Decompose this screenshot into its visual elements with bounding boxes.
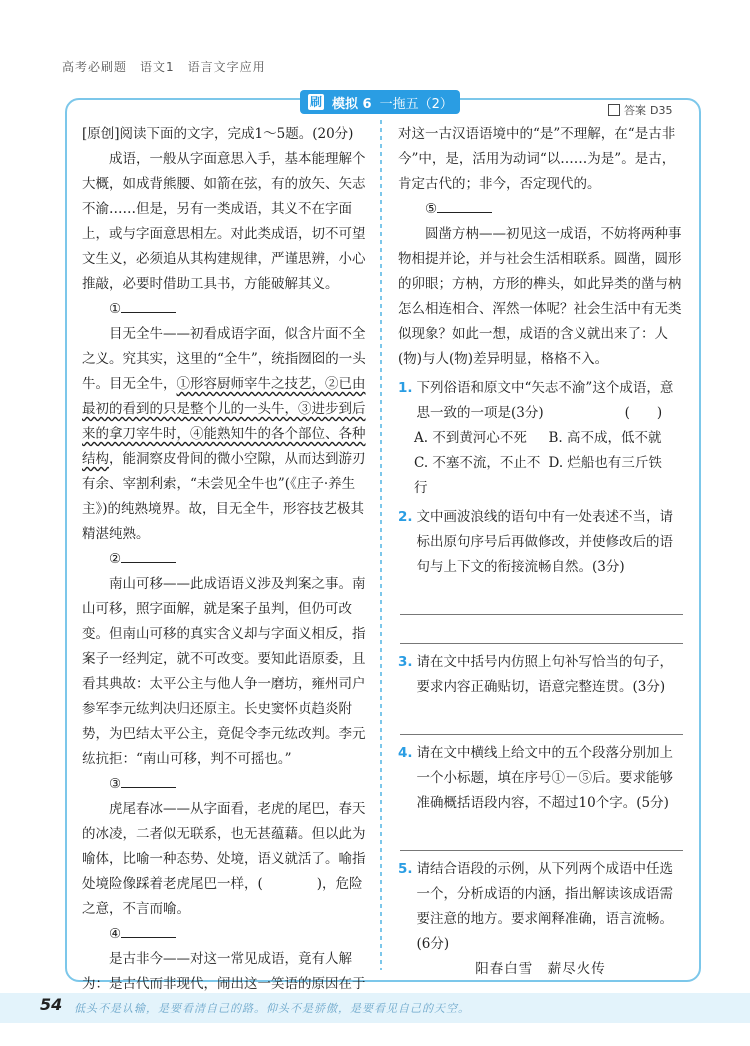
heading-blank-3: ③ bbox=[82, 772, 372, 797]
page-number: 54 bbox=[40, 995, 63, 1014]
answer-lines-2[interactable] bbox=[398, 586, 683, 644]
passage-paragraph: 成语，一般从字面意思入手，基本能理解个大概，如成背熊腰、如箭在弦，有的放矢、矢志不渝……但是，另有一类成语，其义不在字面上，或与字面意思相左。对此类成语，切不可望文生义，必须追从其构建规律，严谨思辨，小心推敲，必要时借助工具书，方能破解其义。 bbox=[82, 151, 366, 292]
answer-label: 答案 bbox=[624, 104, 646, 117]
passage-paragraph: 目无全牛——初看成语字面，似含片面不全之义。究其实，这里的“全牛”，统指囫囵的一头牛。目无全牛，①形容厨师宰牛之技艺，②已由最初的看到的只是整个儿的一头牛，③进步到后来的拿刀宰牛时，④能熟知牛的各个部位、各种结构，能洞察皮骨间的微小空隙，从而达到游刃有余、宰割利索，“未尝见全牛也”(《庄子·养生主》)的纯熟境界。故，目无全牛，形容技艺极其精湛纯熟。 bbox=[82, 326, 366, 542]
wavy-underlined-sentence: ①形容厨师宰牛之技艺，②已由最初的看到的只是整个儿的一头牛，③进步到后来的拿刀宰牛时，④能熟知牛的各个部位、各种结构 bbox=[82, 376, 366, 467]
passage-paragraph: 圆凿方枘——初见这一成语，不妨将两种事物相提并论，并与社会生活相联系。圆凿，圆形的卯眼；方枘，方形的榫头，如此异类的凿与枘怎么相连相合、浑然一体呢？社会生活中有无类似现象？如此一想，成语的含义就出来了：人(物)与人(物)差异明显，格格不入。 bbox=[398, 226, 682, 367]
heading-blank-1: ① bbox=[82, 297, 372, 322]
passage-paragraph: 虎尾春冰——从字面看，老虎的尾巴，春天的冰凌，二者似无联系，也无甚蕴藉。但以此为喻体，比喻一种态势、处境，语义就活了。喻指处境险像踩着老虎尾巴一样，( )，危险之意，不言而喻。 bbox=[82, 801, 366, 917]
checkbox-icon bbox=[608, 104, 620, 116]
answer-tag bbox=[608, 102, 672, 118]
answer-code: D35 bbox=[650, 103, 673, 117]
question-3: 3. 请在文中括号内仿照上句补写恰当的句子，要求内容正确贴切，语意完整连贯。(3分) bbox=[398, 654, 674, 695]
question-2: 2. 文中画波浪线的语句中有一处表述不当，请标出原句序号后再做修改，并使修改后的语句与上下文的衔接流畅自然。(3分) bbox=[398, 509, 674, 575]
right-column bbox=[398, 122, 683, 1023]
idiom-choices: 阳春白雪 薪尽火传 bbox=[475, 961, 606, 977]
option-a[interactable]: A. 不到黄河心不死 bbox=[414, 430, 527, 446]
passage-paragraph: 是古非今——对这一常见成语，竟有人解为：是古代而非现代，闹出这一笑语的原因在于 bbox=[82, 951, 366, 992]
book-header: 高考必刷题 语文1 语言文字应用 bbox=[62, 60, 266, 74]
answer-lines-3[interactable] bbox=[398, 706, 683, 735]
heading-blank-4: ④ bbox=[82, 922, 372, 947]
column-divider bbox=[380, 120, 382, 970]
footer-motto: 低头不是认输，是要看清自己的路。仰头不是骄傲，是要看见自己的天空。 bbox=[74, 1002, 470, 1015]
passage-paragraph: 对这一古汉语语境中的“是”不理解，在“是古非今”中，是，活用为动词“以……为是”。是古，肯定古代的；非今，否定现代的。 bbox=[398, 126, 676, 192]
question-1: 1. 下列俗语和原文中“矢志不渝”这个成语，意思一致的一项是(3分) ( ) bbox=[398, 380, 674, 421]
option-c[interactable]: C. 不塞不流，不止不行 bbox=[414, 455, 541, 496]
option-b[interactable]: B. 高不成，低不就 bbox=[548, 430, 662, 446]
exercise-title-tab bbox=[300, 90, 460, 114]
exercise-name: 模拟 6 bbox=[332, 96, 372, 112]
brush-icon: 刷 bbox=[309, 95, 322, 109]
exercise-sub: 一拖五（2） bbox=[379, 96, 453, 112]
answer-lines-4[interactable] bbox=[398, 822, 683, 851]
question-1-options bbox=[398, 426, 683, 501]
left-column bbox=[82, 122, 372, 997]
heading-blank-5: ⑤ bbox=[398, 197, 683, 222]
question-5: 5. 请结合语段的示例，从下列两个成语中任选一个，分析成语的内涵，指出解读该成语需要注意的地方。要求阐释准确，语言流畅。(6分) bbox=[398, 861, 674, 952]
question-4: 4. 请在文中横线上给文中的五个段落分别加上一个小标题，填在序号①－⑤后。要求能够准确概括语段内容，不超过10个字。(5分) bbox=[398, 745, 674, 811]
heading-blank-2: ② bbox=[82, 547, 372, 572]
option-d[interactable]: D. 烂船也有三斤铁 bbox=[548, 455, 662, 471]
passage-intro: [原创]阅读下面的文字，完成1～5题。(20分) bbox=[82, 126, 354, 142]
passage-paragraph: 南山可移——此成语语义涉及判案之事。南山可移，照字面解，就是案子虽判，但仍可改变。但南山可移的真实含义却与字面义相反，指案子一经判定，就不可改变。要知此语原委，且看其典故：太平公主与他人争一磨坊，雍州司户参军李元纮判决归还原主。长史窦怀贞趋炎附势，为巴结太平公主，竟促令李元纮改判。李元纮抗拒：“南山可移，判不可摇也。” bbox=[82, 576, 366, 767]
